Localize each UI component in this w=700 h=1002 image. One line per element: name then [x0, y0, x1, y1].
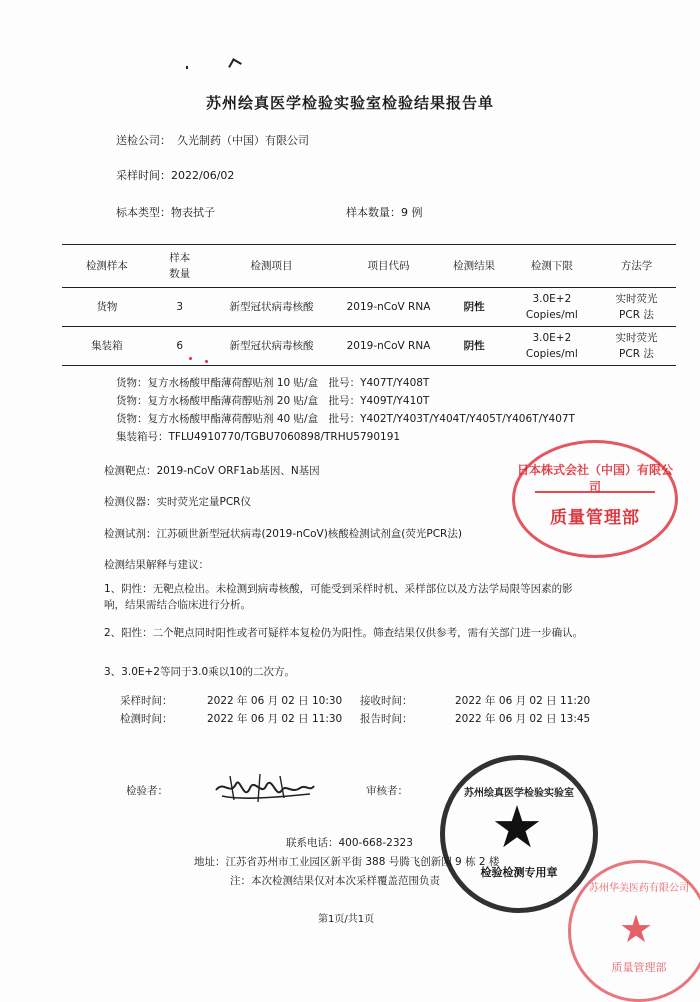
- table-header-cell: 检测样本: [62, 245, 152, 288]
- sample-type-row: [116, 204, 215, 220]
- company-label: 送检公司：: [116, 134, 171, 147]
- sample-time-row: [116, 167, 234, 183]
- table-cell: 3.0E+2 Copies/ml: [507, 288, 597, 327]
- advice-note: 3、3.0E+2等同于3.0乘以10的二次方。: [104, 666, 296, 678]
- detection-reagent: 检测试剂：江苏硕世新型冠状病毒(2019-nCoV)核酸检测试剂盒(荧光PCR法): [104, 528, 462, 540]
- table-cell-result: 阴性: [442, 327, 507, 366]
- table-header-cell: 检测下限: [507, 245, 597, 288]
- table-cell: 实时荧光 PCR 法: [597, 327, 676, 366]
- quality-stamp: [512, 440, 678, 558]
- table-row: [62, 327, 676, 366]
- table-header-cell: 检测结果: [442, 245, 507, 288]
- quality-stamp-rule: [535, 491, 655, 493]
- lab-stamp-ring-text: 苏州绘真医学检验实验室: [464, 788, 574, 799]
- sample-time-value-2: 2022 年 06 月 02 日 10:30: [207, 695, 343, 707]
- footer-address: 地址：江苏省苏州市工业园区新平街 388 号腾飞创新园 9 栋 2 楼: [194, 856, 500, 868]
- report-title: 苏州绘真医学检验实验室检验结果报告单: [205, 94, 494, 112]
- footer-phone: 联系电话：400-668-2323: [286, 837, 413, 849]
- sample-type-value: 物表拭子: [171, 206, 215, 219]
- result-table: [62, 244, 676, 366]
- table-cell: 3.0E+2 Copies/ml: [507, 327, 597, 366]
- scan-speck: [228, 58, 242, 72]
- advice-positive: 2、阳性：二个靶点同时阳性或者可疑样本复检仍为阳性。筛查结果仅供参考，需有关部门进一步确认。: [104, 627, 584, 639]
- sample-count-label: 样本数量：: [346, 206, 401, 219]
- detection-instrument: 检测仪器：实时荧光定量PCR仪: [104, 496, 251, 508]
- quality-stamp-top-text: 日本株式会社（中国）有限公司: [516, 463, 673, 494]
- inspector-signature: [210, 766, 320, 812]
- receive-time-value: 2022 年 06 月 02 日 11:20: [455, 695, 591, 707]
- sample-count-row: [346, 204, 423, 220]
- test-time-label: 检测时间：: [120, 713, 173, 725]
- detection-target: 检测靶点：2019-nCoV ORF1ab基因、N基因: [104, 465, 320, 477]
- goods-line: 货物：复方水杨酸甲酯薄荷醇贴剂 10 贴/盒 批号：Y407T/Y408T: [116, 377, 430, 389]
- company-row: [116, 132, 309, 148]
- table-header-row: [62, 245, 676, 288]
- page-number: 第1页/共1页: [318, 914, 375, 925]
- table-header-cell: 项目代码: [335, 245, 441, 288]
- test-time-value: 2022 年 06 月 02 日 11:30: [207, 713, 343, 725]
- sample-type-label: 标本类型：: [116, 206, 171, 219]
- table-cell: 新型冠状病毒核酸: [208, 288, 336, 327]
- reviewer-label: 审核者：: [366, 785, 408, 797]
- table-cell: 实时荧光 PCR 法: [597, 288, 676, 327]
- goods-line: 货物：复方水杨酸甲酯薄荷醇贴剂 20 贴/盒 批号：Y409T/Y410T: [116, 395, 430, 407]
- table-row: [62, 288, 676, 327]
- report-time-label: 报告时间：: [360, 713, 413, 725]
- sample-time-label-2: 采样时间：: [120, 695, 173, 707]
- table-cell-result: 阴性: [442, 288, 507, 327]
- container-line: 集装箱号：TFLU4910770/TGBU7060898/TRHU5790191: [116, 431, 401, 443]
- advice-title: 检测结果解释与建议：: [104, 559, 209, 571]
- table-cell: 2019-nCoV RNA: [335, 327, 441, 366]
- table-header-cell: 方法学: [597, 245, 676, 288]
- inspector-label: 检验者：: [126, 785, 168, 797]
- table-cell: 2019-nCoV RNA: [335, 288, 441, 327]
- sample-time-label: 采样时间：: [116, 169, 171, 182]
- report-time-value: 2022 年 06 月 02 日 13:45: [455, 713, 591, 725]
- corner-stamp-ring-text: 苏州华美医药有限公司: [589, 883, 689, 894]
- table-cell: 6: [152, 327, 208, 366]
- company-value: 久光制药（中国）有限公司: [177, 134, 309, 147]
- sample-count-value: 9 例: [401, 206, 423, 219]
- scan-speck: [186, 66, 188, 69]
- table-header-cell: 样本 数量: [152, 245, 208, 288]
- footer-note: 注：本次检测结果仅对本次采样覆盖范围负责: [230, 875, 440, 887]
- star-icon: ★: [491, 793, 543, 861]
- table-cell: 新型冠状病毒核酸: [208, 327, 336, 366]
- table-cell: 货物: [62, 288, 152, 327]
- quality-stamp-bottom-text: 质量管理部: [550, 508, 640, 528]
- corner-stamp-inner-text: 质量管理部: [611, 961, 667, 974]
- corner-stamp: [568, 860, 700, 1002]
- table-cell: 3: [152, 288, 208, 327]
- table-header-cell: 检测项目: [208, 245, 336, 288]
- table-cell: 集装箱: [62, 327, 152, 366]
- lab-stamp-bottom-text: 检验检测专用章: [480, 866, 558, 879]
- advice-negative: 1、阴性：无靶点检出。未检测到病毒核酸，可能受到采样时机、采样部位以及方法学局限等因素的影响，结果需结合临床进行分析。: [104, 583, 573, 611]
- star-icon: ★: [619, 907, 654, 951]
- goods-line: 货物：复方水杨酸甲酯薄荷醇贴剂 40 贴/盒 批号：Y402T/Y403T/Y404T/Y405T/Y406T/Y407T: [116, 413, 575, 425]
- sample-time-value: 2022/06/02: [171, 169, 235, 182]
- receive-time-label: 接收时间：: [360, 695, 413, 707]
